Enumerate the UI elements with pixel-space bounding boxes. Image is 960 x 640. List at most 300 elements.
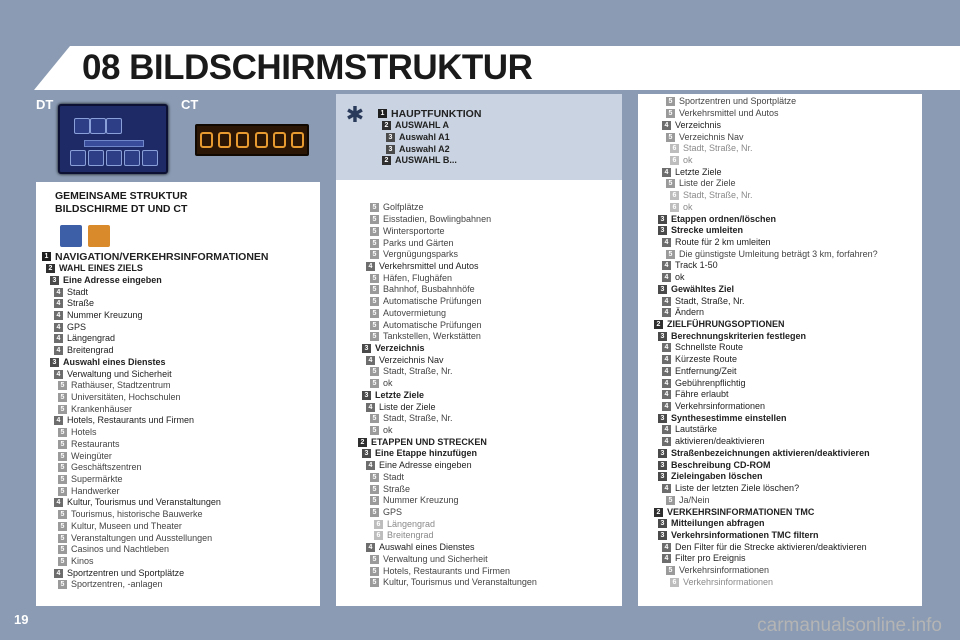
item-label: VERKEHRSINFORMATIONEN TMC xyxy=(667,506,815,517)
list-item xyxy=(650,553,878,565)
level-badge: 3 xyxy=(658,285,667,294)
item-label: Bahnhof, Busbahnhöfe xyxy=(383,284,475,295)
item-label: ETAPPEN UND STRECKEN xyxy=(371,436,487,447)
list-item xyxy=(42,532,269,544)
common-heading-line1: GEMEINSAME STRUKTUR xyxy=(55,190,188,202)
list-item xyxy=(42,497,269,509)
list-item xyxy=(650,108,878,120)
item-label: Kultur, Museen und Theater xyxy=(71,520,182,531)
item-label: Stadt, Straße, Nr. xyxy=(383,366,453,377)
item-label: Stadt, Straße, Nr. xyxy=(683,143,753,154)
list-item xyxy=(354,448,537,460)
level-badge: 5 xyxy=(58,580,67,589)
list-item xyxy=(650,96,878,108)
list-item xyxy=(42,286,269,298)
level-badge: 4 xyxy=(54,288,63,297)
level-badge: 6 xyxy=(374,531,383,540)
item-label: Verkehrsmittel und Autos xyxy=(679,108,779,119)
level-badge: 5 xyxy=(58,452,67,461)
list-item xyxy=(650,448,878,460)
list-item xyxy=(650,155,878,167)
list-item xyxy=(42,403,269,415)
level-badge: 3 xyxy=(386,145,395,154)
list-item xyxy=(650,342,878,354)
list-item xyxy=(650,436,878,448)
level-badge: 5 xyxy=(58,510,67,519)
level-badge: 4 xyxy=(662,484,671,493)
level-badge: 3 xyxy=(658,531,667,540)
level-badge: 5 xyxy=(370,239,379,248)
list-item xyxy=(354,483,537,495)
level-badge: 4 xyxy=(366,543,375,552)
level-badge: 3 xyxy=(658,414,667,423)
list-item xyxy=(354,507,537,519)
item-label: Auswahl A2 xyxy=(399,143,450,154)
level-badge: 3 xyxy=(658,226,667,235)
level-badge: 4 xyxy=(662,402,671,411)
item-label: Tourismus, historische Bauwerke xyxy=(71,509,203,520)
list-item xyxy=(650,131,878,143)
item-label: Gebührenpflichtig xyxy=(675,377,746,388)
level-badge: 4 xyxy=(54,416,63,425)
item-label: Verzeichnis xyxy=(675,119,722,130)
item-label: Supermärkte xyxy=(71,474,123,485)
level-badge: 5 xyxy=(666,250,675,259)
item-label: Liste der letzten Ziele löschen? xyxy=(675,483,800,494)
list-item xyxy=(650,401,878,413)
list-item xyxy=(354,343,537,355)
level-badge: 6 xyxy=(670,191,679,200)
level-badge: 2 xyxy=(654,508,663,517)
level-badge: 4 xyxy=(662,425,671,434)
level-badge: 4 xyxy=(662,543,671,552)
item-label: WAHL EINES ZIELS xyxy=(59,263,143,274)
item-label: Schnellste Route xyxy=(675,342,744,353)
level-badge: 4 xyxy=(662,379,671,388)
level-badge: 4 xyxy=(54,323,63,332)
list-item xyxy=(42,368,269,380)
level-badge: 4 xyxy=(662,343,671,352)
list-item xyxy=(650,190,878,202)
list-item xyxy=(42,579,269,591)
level-badge: 5 xyxy=(370,285,379,294)
list-item xyxy=(354,331,537,343)
item-label: Sportzentren und Sportplätze xyxy=(679,96,797,107)
item-label: Letzte Ziele xyxy=(675,166,722,177)
list-item xyxy=(42,544,269,556)
list-item xyxy=(354,413,537,425)
list-item xyxy=(650,119,878,131)
list-item xyxy=(650,295,878,307)
item-label: Autovermietung xyxy=(383,307,447,318)
list-item xyxy=(354,518,537,530)
level-badge: 6 xyxy=(670,203,679,212)
level-badge: 5 xyxy=(58,428,67,437)
item-label: Parks und Gärten xyxy=(383,237,454,248)
list-item xyxy=(354,237,537,249)
item-label: ZIELFÜHRUNGSOPTIONEN xyxy=(667,319,785,330)
list-item xyxy=(354,366,537,378)
list-item xyxy=(650,518,878,530)
item-label: Kinos xyxy=(71,556,94,567)
list-item xyxy=(650,389,878,401)
level-badge: 5 xyxy=(666,566,675,575)
item-label: Veranstaltungen und Ausstellungen xyxy=(71,532,213,543)
list-item xyxy=(354,225,537,237)
item-label: Ja/Nein xyxy=(679,494,710,505)
item-label: Automatische Prüfungen xyxy=(383,296,482,307)
level-badge: 5 xyxy=(58,534,67,543)
item-label: Verwaltung und Sicherheit xyxy=(383,553,488,564)
item-label: Etappen ordnen/löschen xyxy=(671,213,777,224)
item-label: Tankstellen, Werkstätten xyxy=(383,331,481,342)
level-badge: 5 xyxy=(58,487,67,496)
item-label: Mitteilungen abfragen xyxy=(671,518,765,529)
item-label: Krankenhäuser xyxy=(71,403,133,414)
level-badge: 5 xyxy=(58,440,67,449)
list-item xyxy=(650,483,878,495)
item-label: Letzte Ziele xyxy=(375,389,425,400)
level-badge: 5 xyxy=(666,97,675,106)
level-badge: 4 xyxy=(662,261,671,270)
menu-icons xyxy=(60,225,110,247)
list-item xyxy=(650,506,878,518)
level-badge: 3 xyxy=(658,472,667,481)
level-badge: 5 xyxy=(370,555,379,564)
item-label: ok xyxy=(383,425,393,436)
level-badge: 5 xyxy=(370,567,379,576)
item-label: Hotels, Restaurants und Firmen xyxy=(67,415,195,426)
list-item xyxy=(354,542,537,554)
level-badge: 4 xyxy=(54,311,63,320)
level-badge: 5 xyxy=(370,274,379,283)
level-badge: 5 xyxy=(370,473,379,482)
level-badge: 2 xyxy=(358,438,367,447)
list-item xyxy=(650,260,878,272)
list-item xyxy=(42,298,269,310)
list-item xyxy=(42,462,269,474)
level-badge: 4 xyxy=(662,308,671,317)
level-badge: 5 xyxy=(370,508,379,517)
list-item xyxy=(42,474,269,486)
list-item xyxy=(354,249,537,261)
list-item xyxy=(354,378,537,390)
item-label: AUSWAHL B... xyxy=(395,155,457,166)
item-label: aktivieren/deaktivieren xyxy=(675,436,765,447)
list-item xyxy=(42,310,269,322)
item-label: Track 1-50 xyxy=(675,260,718,271)
item-label: AUSWAHL A xyxy=(395,120,449,131)
list-item xyxy=(354,307,537,319)
item-label: Die günstigste Umleitung beträgt 3 km, forfahren? xyxy=(679,248,878,259)
level-badge: 5 xyxy=(58,405,67,414)
item-label: Berechnungskriterien festlegen xyxy=(671,330,807,341)
level-badge: 4 xyxy=(54,370,63,379)
list-item xyxy=(650,237,878,249)
list-item xyxy=(378,143,481,155)
item-label: Stadt, Straße, Nr. xyxy=(675,295,745,306)
list-item xyxy=(650,576,878,588)
list-item xyxy=(650,307,878,319)
level-badge: 5 xyxy=(58,463,67,472)
list-item xyxy=(354,319,537,331)
level-badge: 3 xyxy=(658,461,667,470)
watermark: carmanualsonline.info xyxy=(757,615,942,636)
list-item xyxy=(650,541,878,553)
item-label: Strecke umleiten xyxy=(671,225,744,236)
item-label: Eisstadien, Bowlingbahnen xyxy=(383,214,492,225)
level-badge: 4 xyxy=(366,403,375,412)
item-label: Stadt, Straße, Nr. xyxy=(683,190,753,201)
item-label: Gewähltes Ziel xyxy=(671,283,735,294)
list-item xyxy=(650,178,878,190)
item-label: Synthesestimme einstellen xyxy=(671,412,787,423)
level-badge: 5 xyxy=(58,475,67,484)
column-1 xyxy=(42,251,269,591)
common-structure-heading xyxy=(55,190,187,216)
list-item xyxy=(650,213,878,225)
list-item xyxy=(354,530,537,542)
item-label: GPS xyxy=(383,507,403,518)
list-item xyxy=(354,495,537,507)
item-label: Kultur, Tourismus und Veranstaltungen xyxy=(383,577,537,588)
level-badge: 5 xyxy=(370,414,379,423)
list-item xyxy=(42,274,269,286)
item-label: Beschreibung CD-ROM xyxy=(671,459,771,470)
navigation-ct-icon xyxy=(88,225,110,247)
list-item xyxy=(650,143,878,155)
level-badge: 5 xyxy=(370,321,379,330)
level-badge: 5 xyxy=(666,179,675,188)
level-badge: 5 xyxy=(666,496,675,505)
list-item xyxy=(650,201,878,213)
level-badge: 2 xyxy=(382,156,391,165)
list-item xyxy=(354,284,537,296)
list-item xyxy=(378,155,481,167)
dt-label: DT xyxy=(36,97,54,112)
item-label: Kürzeste Route xyxy=(675,354,738,365)
item-label: Häfen, Flughäfen xyxy=(383,272,453,283)
list-item xyxy=(42,509,269,521)
item-label: Geschäftszentren xyxy=(71,462,142,473)
list-item xyxy=(650,565,878,577)
item-label: Liste der Ziele xyxy=(679,178,736,189)
item-label: Rathäuser, Stadtzentrum xyxy=(71,380,171,391)
level-badge: 5 xyxy=(370,250,379,259)
list-item xyxy=(650,377,878,389)
item-label: Zieleingaben löschen xyxy=(671,471,763,482)
level-badge: 4 xyxy=(54,299,63,308)
level-badge: 6 xyxy=(670,156,679,165)
item-label: Breitengrad xyxy=(67,345,114,356)
list-item xyxy=(650,248,878,260)
level-badge: 4 xyxy=(662,367,671,376)
dt-screen-image xyxy=(58,104,168,174)
item-label: Verkehrsinformationen TMC filtern xyxy=(671,529,819,540)
item-label: Casinos und Nachtleben xyxy=(71,544,170,555)
list-item xyxy=(378,131,481,143)
item-label: ok xyxy=(683,154,693,165)
list-item xyxy=(650,471,878,483)
level-badge: 4 xyxy=(54,334,63,343)
list-item xyxy=(354,472,537,484)
list-item xyxy=(354,261,537,273)
level-badge: 5 xyxy=(58,522,67,531)
level-badge: 1 xyxy=(42,252,51,261)
item-label: Liste der Ziele xyxy=(379,401,436,412)
level-badge: 5 xyxy=(370,227,379,236)
level-badge: 4 xyxy=(662,121,671,130)
item-label: Stadt xyxy=(383,471,405,482)
item-label: Vergnügungsparks xyxy=(383,249,459,260)
list-item xyxy=(354,202,537,214)
level-badge: 4 xyxy=(54,569,63,578)
item-label: Stadt, Straße, Nr. xyxy=(383,413,453,424)
list-item xyxy=(354,401,537,413)
level-badge: 4 xyxy=(662,273,671,282)
level-badge: 6 xyxy=(374,520,383,529)
list-item xyxy=(354,390,537,402)
level-badge: 3 xyxy=(658,332,667,341)
level-badge: 5 xyxy=(58,393,67,402)
item-label: Straßenbezeichnungen aktivieren/deaktivieren xyxy=(671,447,870,458)
list-item xyxy=(650,459,878,471)
level-badge: 3 xyxy=(362,449,371,458)
level-badge: 3 xyxy=(50,276,59,285)
level-badge: 5 xyxy=(58,545,67,554)
common-heading-line2: BILDSCHIRME DT UND CT xyxy=(55,203,188,215)
level-badge: 5 xyxy=(58,557,67,566)
list-item xyxy=(354,425,537,437)
item-label: Verwaltung und Sicherheit xyxy=(67,368,172,379)
item-label: Den Filter für die Strecke aktivieren/deaktivieren xyxy=(675,541,867,552)
level-badge: 4 xyxy=(366,461,375,470)
item-label: Straße xyxy=(383,483,411,494)
list-item xyxy=(42,345,269,357)
item-label: Entfernung/Zeit xyxy=(675,365,737,376)
list-item xyxy=(42,333,269,345)
list-item xyxy=(42,263,269,275)
item-label: Eine Adresse eingeben xyxy=(63,274,162,285)
level-badge: 4 xyxy=(662,437,671,446)
column-2 xyxy=(354,202,537,589)
level-badge: 3 xyxy=(658,519,667,528)
list-item xyxy=(650,166,878,178)
item-label: Golfplätze xyxy=(383,202,424,213)
item-label: GPS xyxy=(67,321,87,332)
item-label: Verzeichnis Nav xyxy=(679,131,744,142)
level-badge: 5 xyxy=(370,379,379,388)
list-item xyxy=(42,485,269,497)
level-badge: 5 xyxy=(666,133,675,142)
item-label: Weingüter xyxy=(71,450,112,461)
list-item xyxy=(42,356,269,368)
level-badge: 5 xyxy=(370,496,379,505)
list-item xyxy=(42,556,269,568)
list-item xyxy=(650,530,878,542)
list-item xyxy=(42,567,269,579)
list-item xyxy=(42,251,269,263)
column-3 xyxy=(650,96,878,588)
level-badge: 4 xyxy=(662,168,671,177)
item-label: ok xyxy=(683,201,693,212)
item-label: Handwerker xyxy=(71,485,120,496)
list-item xyxy=(354,214,537,226)
level-badge: 4 xyxy=(366,262,375,271)
legend-list xyxy=(378,108,481,167)
item-label: Verzeichnis Nav xyxy=(379,354,444,365)
item-label: Lautstärke xyxy=(675,424,718,435)
list-item xyxy=(42,392,269,404)
item-label: Auswahl A1 xyxy=(399,131,450,142)
level-badge: 1 xyxy=(378,109,387,118)
level-badge: 3 xyxy=(50,358,59,367)
level-badge: 2 xyxy=(46,264,55,273)
level-badge: 4 xyxy=(54,498,63,507)
level-badge: 3 xyxy=(658,449,667,458)
ct-label: CT xyxy=(181,97,199,112)
item-label: Verkehrsinformationen xyxy=(675,401,766,412)
list-item xyxy=(650,284,878,296)
level-badge: 4 xyxy=(662,355,671,364)
level-badge: 4 xyxy=(662,238,671,247)
level-badge: 4 xyxy=(54,346,63,355)
list-item xyxy=(354,436,537,448)
level-badge: 5 xyxy=(370,203,379,212)
item-label: Hotels, Restaurants und Firmen xyxy=(383,565,511,576)
list-item xyxy=(354,354,537,366)
level-badge: 5 xyxy=(370,367,379,376)
level-badge: 4 xyxy=(662,297,671,306)
level-badge: 4 xyxy=(366,356,375,365)
ct-screen-image xyxy=(195,124,309,156)
page-title: 08 BILDSCHIRMSTRUKTUR xyxy=(82,48,533,87)
item-label: Automatische Prüfungen xyxy=(383,319,482,330)
item-label: Restaurants xyxy=(71,438,120,449)
item-label: HAUPTFUNKTION xyxy=(391,107,482,120)
list-item xyxy=(354,296,537,308)
item-label: Verkehrsmittel und Autos xyxy=(379,260,479,271)
sun-icon: ✱ xyxy=(345,102,365,127)
list-item xyxy=(42,450,269,462)
level-badge: 3 xyxy=(658,215,667,224)
item-label: ok xyxy=(675,272,685,283)
item-label: Breitengrad xyxy=(387,530,434,541)
item-label: Eine Adresse eingeben xyxy=(379,460,472,471)
item-label: Fähre erlaubt xyxy=(675,389,729,400)
list-item xyxy=(354,460,537,472)
list-item xyxy=(42,427,269,439)
item-label: Straße xyxy=(67,298,95,309)
list-item xyxy=(650,424,878,436)
level-badge: 4 xyxy=(662,554,671,563)
level-badge: 5 xyxy=(58,381,67,390)
item-label: Filter pro Ereignis xyxy=(675,553,746,564)
list-item xyxy=(650,225,878,237)
item-label: NAVIGATION/VERKEHRSINFORMATIONEN xyxy=(55,250,269,263)
list-item xyxy=(42,439,269,451)
item-label: Nummer Kreuzung xyxy=(383,495,459,506)
page-number: 19 xyxy=(14,612,29,627)
level-badge: 5 xyxy=(370,426,379,435)
item-label: Verkehrsinformationen xyxy=(679,565,770,576)
level-badge: 5 xyxy=(370,215,379,224)
item-label: Verkehrsinformationen xyxy=(683,576,774,587)
navigation-icon xyxy=(60,225,82,247)
list-item xyxy=(354,565,537,577)
item-label: Verzeichnis xyxy=(375,342,425,353)
level-badge: 5 xyxy=(370,332,379,341)
